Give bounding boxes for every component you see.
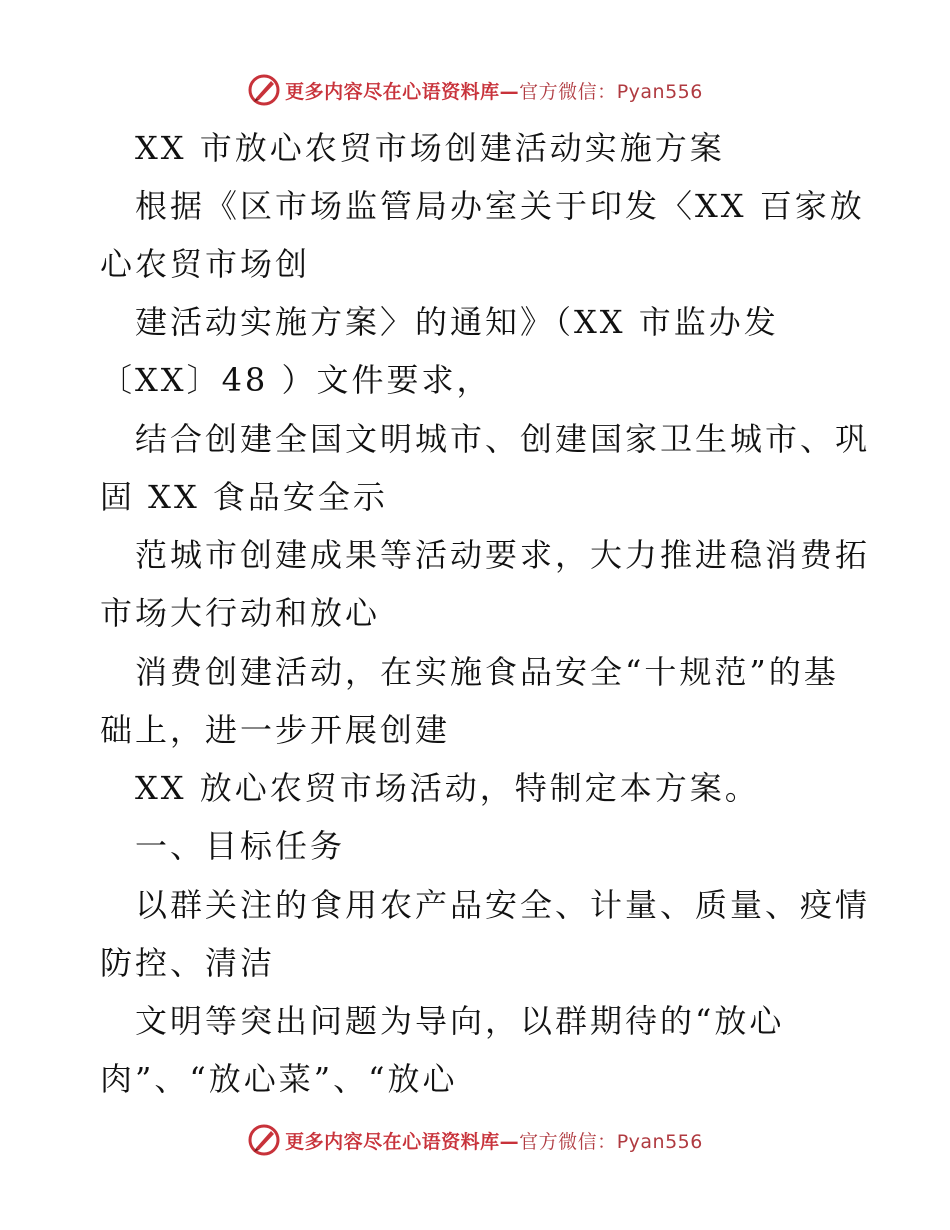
section-heading: 一、目标任务 [135, 827, 346, 865]
header-banner [0, 70, 950, 110]
footer-banner-slogan: 更多内容尽在心语资料库 [285, 1130, 500, 1153]
paragraph-line: 文明等突出问题为导向，以群期待的“放心 [135, 1002, 785, 1040]
header-banner-text [285, 77, 703, 104]
footer-banner-wechat-id: Pyan556 [616, 1130, 703, 1153]
paragraph-line: 结合创建全国文明城市、创建国家卫生城市、巩 [135, 420, 871, 458]
paragraph-line: 建活动实施方案〉的通知》（XX 市监办发 [135, 303, 779, 341]
header-banner-wechat-label: 官方微信： [519, 80, 617, 103]
paragraph-line: 市场大行动和放心 [100, 594, 381, 632]
header-banner-dash: — [499, 80, 520, 103]
paragraph-line: 根据《区市场监管局办室关于印发〈XX 百家放 [135, 187, 865, 225]
paragraph-line: XX 放心农贸市场活动，特制定本方案。 [135, 769, 760, 807]
paragraph-line: 防控、清洁 [100, 944, 276, 982]
paragraph-line: 范城市创建成果等活动要求，大力推进稳消费拓 [135, 536, 871, 574]
document-title: XX 市放心农贸市场创建活动实施方案 [135, 129, 725, 167]
footer-banner-dash: — [499, 1130, 520, 1153]
paragraph-line: 固 XX 食品安全示 [100, 478, 388, 516]
paragraph-line: 肉”、“放心菜”、“放心 [100, 1060, 458, 1098]
pen-circle-logo-icon [247, 1123, 281, 1157]
header-banner-slogan: 更多内容尽在心语资料库 [285, 80, 500, 103]
header-banner-wechat-id: Pyan556 [616, 80, 703, 103]
paragraph-line: 础上，进一步开展创建 [100, 711, 451, 749]
paragraph-line: 以群关注的食用农产品安全、计量、质量、疫情 [135, 886, 871, 924]
footer-banner-text [285, 1127, 703, 1154]
pen-circle-logo-icon [247, 73, 281, 107]
footer-banner-wechat-label: 官方微信： [519, 1130, 617, 1153]
paragraph-line: 心农贸市场创 [100, 245, 311, 283]
paragraph-line: 〔XX〕48 ）文件要求， [100, 361, 492, 399]
paragraph-line: 消费创建活动，在实施食品安全“十规范”的基 [135, 653, 839, 691]
footer-banner [0, 1120, 950, 1160]
